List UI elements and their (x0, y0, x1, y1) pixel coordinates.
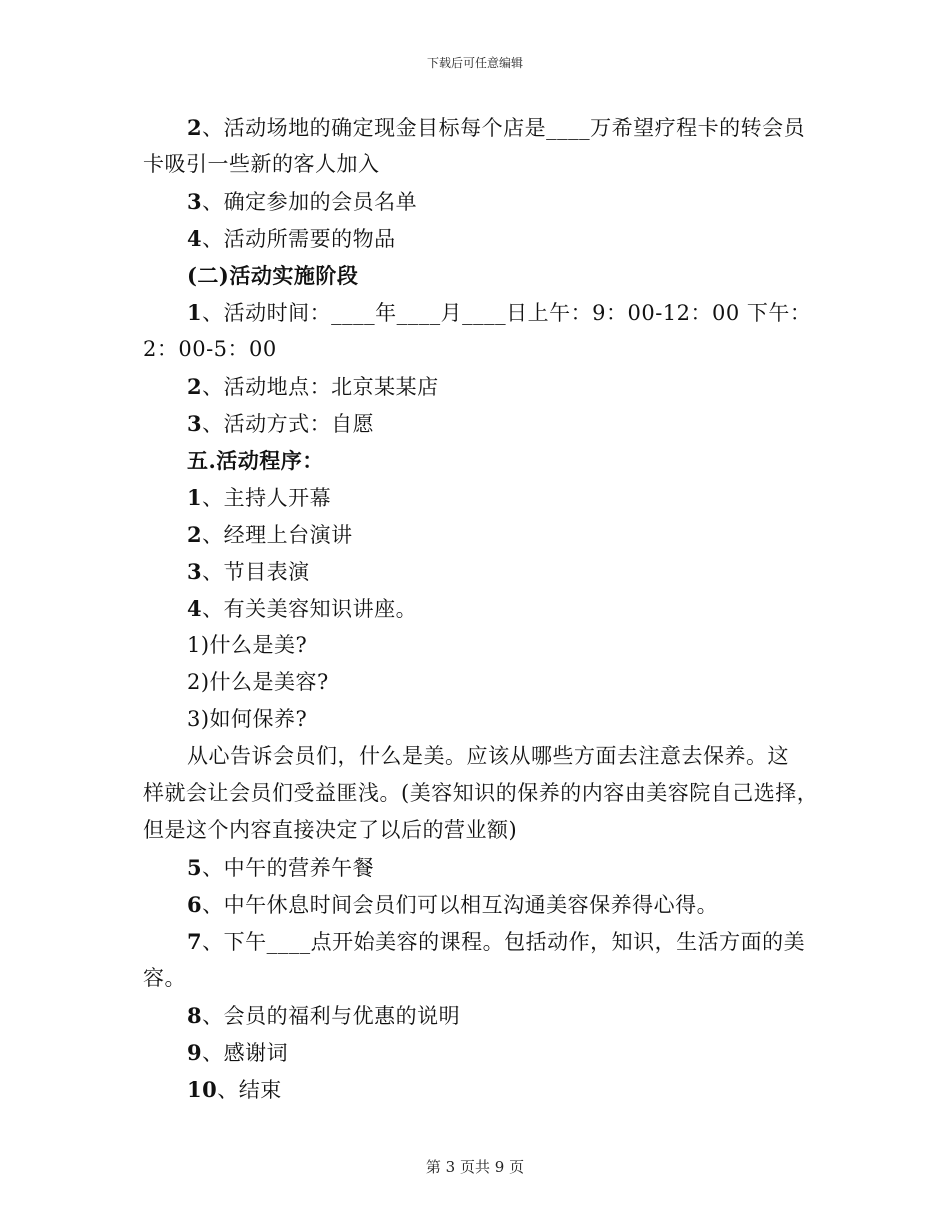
paragraph-line (143, 516, 823, 553)
list-number: 3 (187, 559, 203, 584)
line-text: 、活动方式：自愿 (202, 412, 375, 436)
list-number: 4 (187, 226, 203, 251)
paragraph-line (143, 368, 823, 405)
paragraph-line: 从心告诉会员们，什么是美。应该从哪些方面去注意去保养。这 (187, 744, 789, 768)
paragraph-line (143, 109, 823, 146)
paragraph-line (143, 405, 823, 442)
sub-list-item: 3)如何保养? (187, 707, 308, 731)
list-number: 2 (187, 374, 203, 399)
list-number: 5 (187, 855, 203, 880)
paragraph-line (143, 590, 823, 627)
line-text: 、中午的营养午餐 (202, 856, 375, 880)
line-text: 、经理上台演讲 (202, 523, 353, 547)
line-text: 、活动所需要的物品 (202, 227, 396, 251)
sub-list-item: 1)什么是美? (187, 633, 308, 657)
paragraph-line (143, 849, 823, 886)
paragraph-line (143, 923, 823, 960)
list-number: 8 (187, 1003, 203, 1028)
paragraph-line (143, 220, 823, 257)
line-text: 、感谢词 (202, 1041, 289, 1065)
paragraph-line (143, 331, 823, 368)
section-heading: 五.活动程序： (187, 448, 324, 473)
paragraph-line (143, 1034, 823, 1071)
paragraph-line (143, 479, 823, 516)
line-text: 、结束 (217, 1078, 282, 1102)
section-heading: (二)活动实施阶段 (187, 263, 359, 288)
paragraph-line (143, 183, 823, 220)
paragraph-line: 样就会让会员们受益匪浅。(美容知识的保养的内容由美容院自己选择， (143, 781, 819, 805)
list-number: 7 (187, 929, 203, 954)
paragraph-line: 容。 (143, 966, 186, 990)
list-number: 9 (187, 1040, 203, 1065)
list-number: 3 (187, 189, 203, 214)
line-text: 、会员的福利与优惠的说明 (202, 1004, 461, 1028)
list-number: 3 (187, 411, 203, 436)
page-footer: 第 3 页共 9 页 (425, 1158, 525, 1176)
list-number: 10 (187, 1077, 218, 1102)
line-text: 、中午休息时间会员们可以相互沟通美容保养得心得。 (202, 893, 719, 917)
page-header: 下载后可任意编辑 (426, 56, 523, 70)
line-text: 、主持人开幕 (202, 486, 332, 510)
line-text: 、有关美容知识讲座。 (202, 597, 418, 621)
document-body (143, 109, 823, 1108)
line-text: 、活动场地的确定现金目标每个店是____万希望疗程卡的转会员 (202, 116, 806, 140)
list-number: 2 (187, 115, 203, 140)
line-text: 2：00-5：00 (143, 337, 277, 361)
sub-list-item: 2)什么是美容? (187, 670, 329, 694)
line-text: 、活动地点：北京某某店 (202, 375, 439, 399)
paragraph-line (143, 553, 823, 590)
line-text: 、确定参加的会员名单 (202, 190, 418, 214)
list-number: 2 (187, 522, 203, 547)
list-number: 1 (187, 485, 203, 510)
paragraph-line (143, 997, 823, 1034)
line-text: 、下午____点开始美容的课程。包括动作，知识，生活方面的美 (202, 930, 806, 954)
paragraph-line (143, 294, 823, 331)
line-text: 卡吸引一些新的客人加入 (143, 152, 380, 176)
paragraph-line (143, 1071, 823, 1108)
line-text: 、活动时间：____年____月____日上午：9：00-12：00 下午： (202, 301, 812, 325)
list-number: 6 (187, 892, 203, 917)
paragraph-line (143, 886, 823, 923)
paragraph-line (143, 146, 823, 183)
list-number: 4 (187, 596, 203, 621)
line-text: 、节目表演 (202, 560, 310, 584)
list-number: 1 (187, 300, 203, 325)
paragraph-line: 但是这个内容直接决定了以后的营业额) (143, 818, 518, 842)
